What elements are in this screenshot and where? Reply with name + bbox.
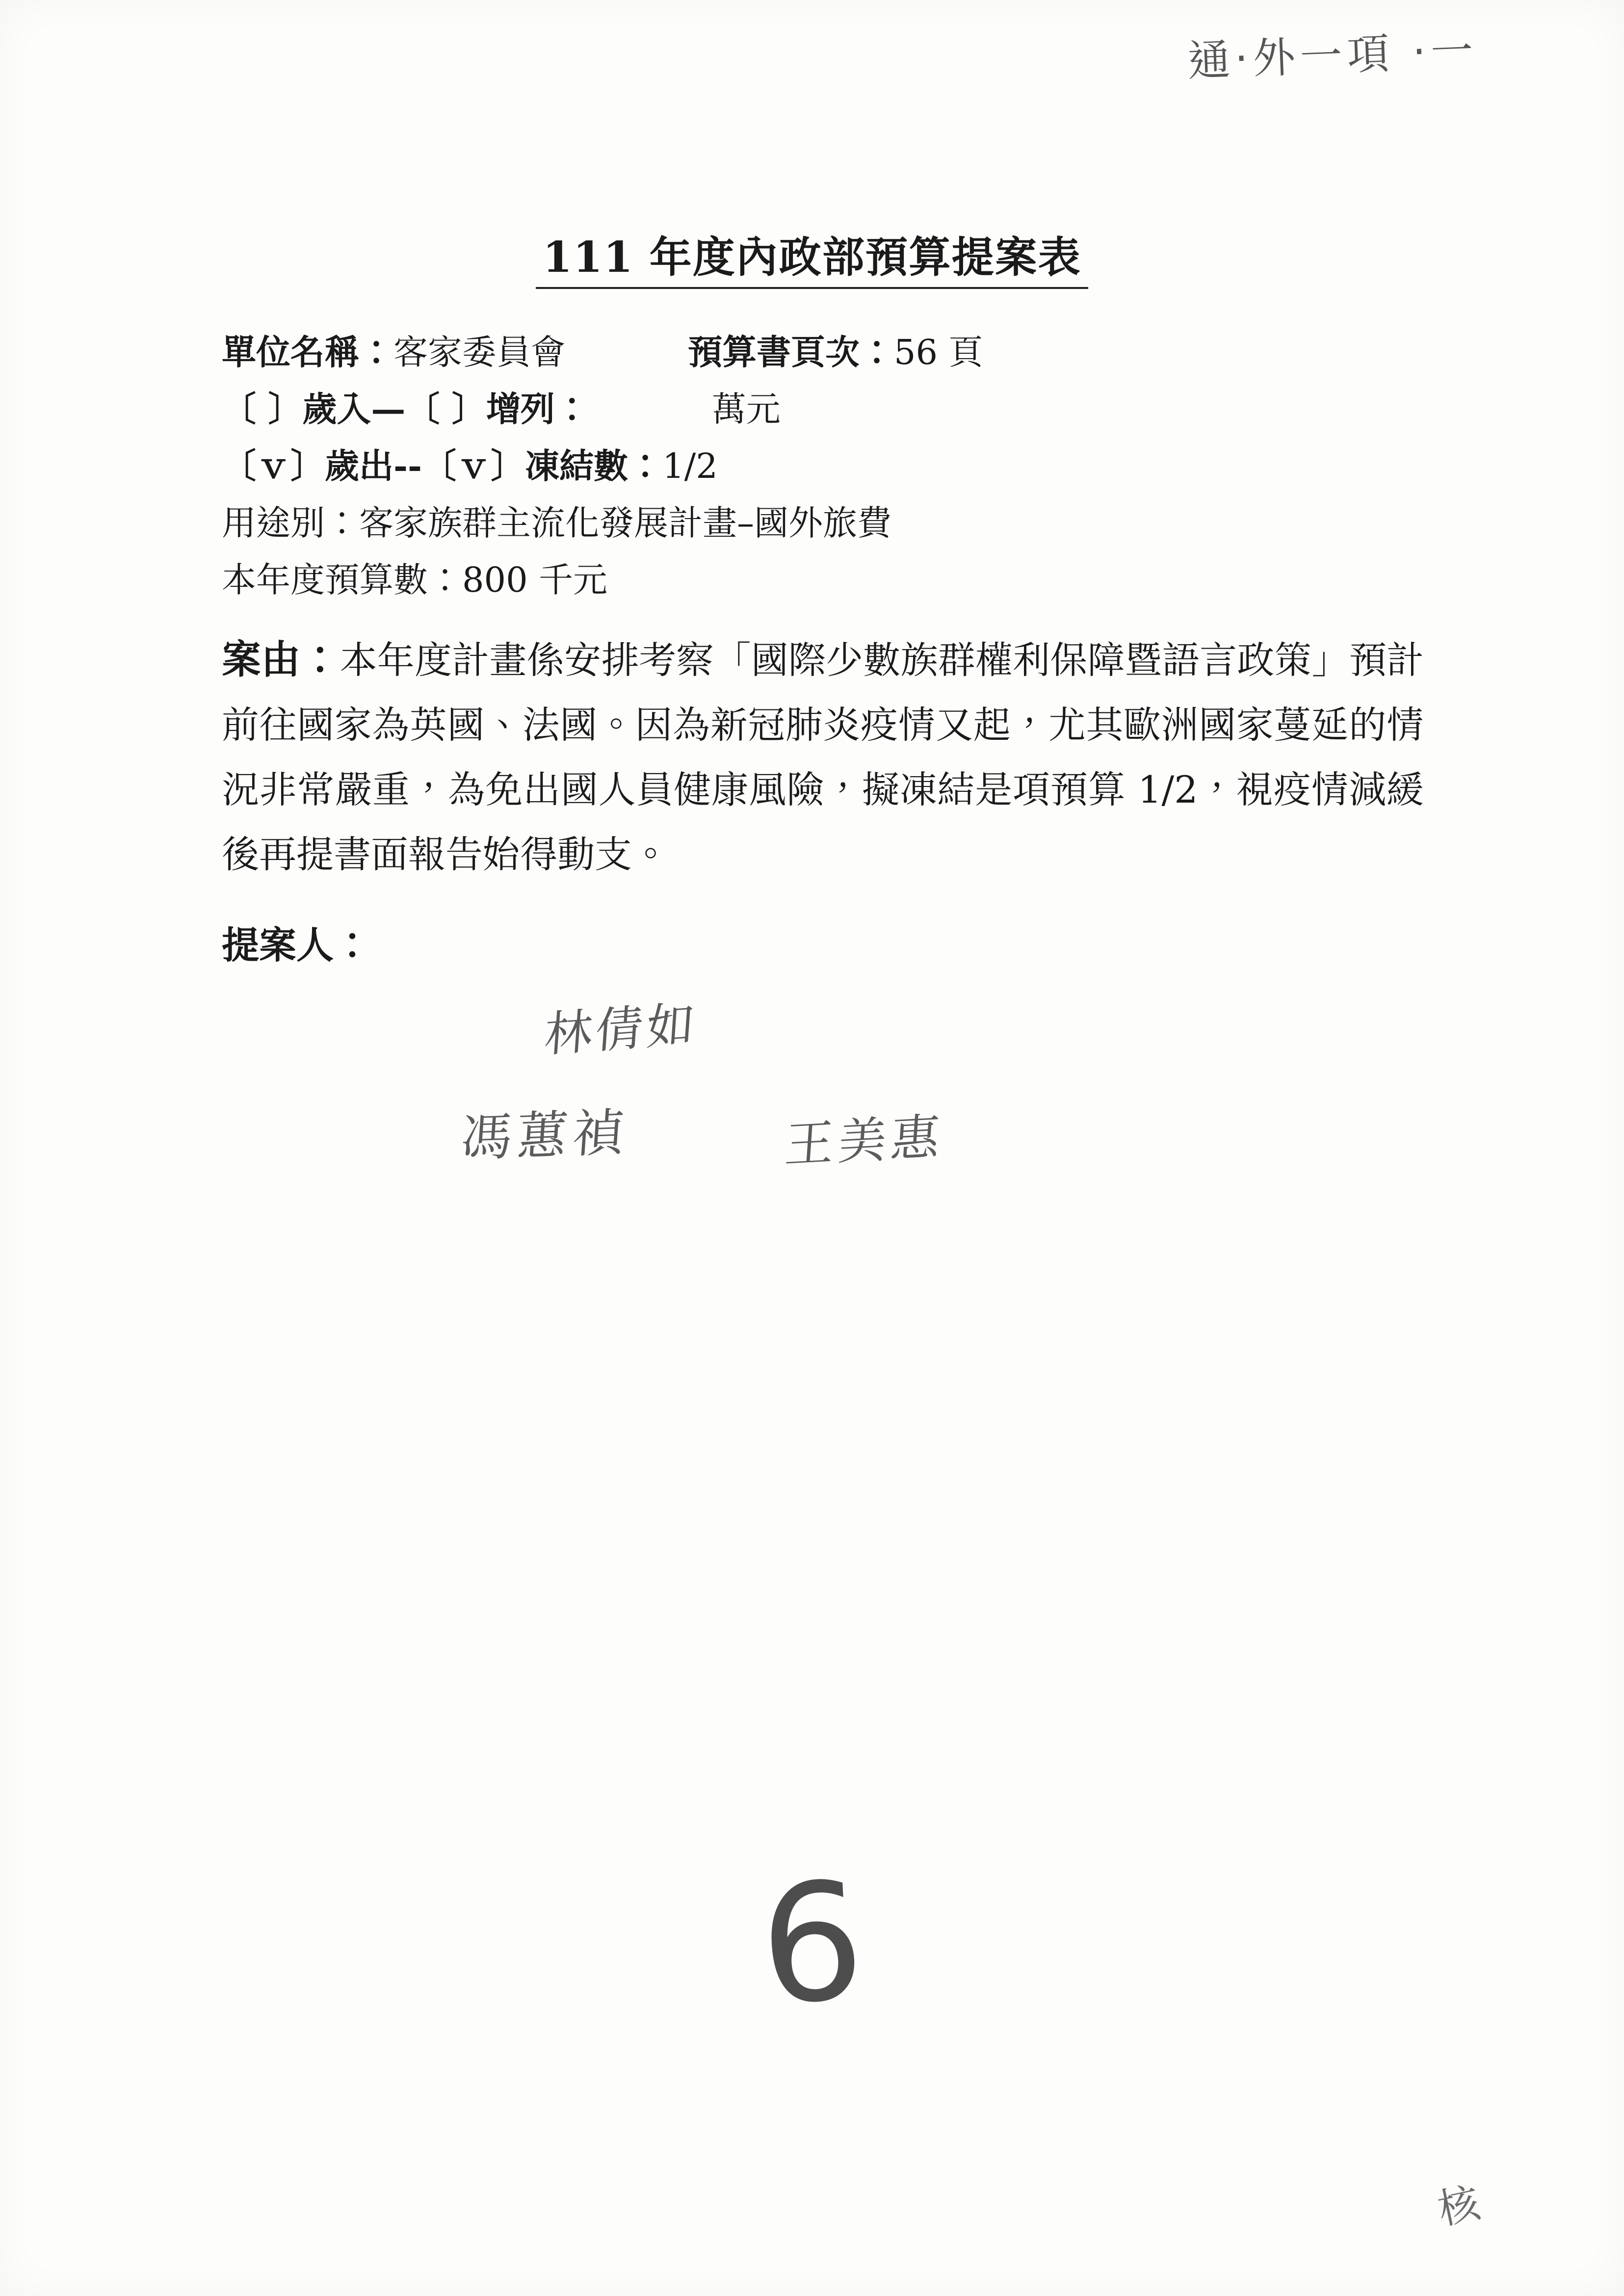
purpose-label: 用途別： bbox=[222, 503, 359, 543]
page-title-text: 111 年度內政部預算提案表 bbox=[536, 233, 1088, 289]
purpose-value: 客家族群主流化發展計畫–國外旅費 bbox=[359, 503, 891, 543]
case-label: 案由： bbox=[222, 636, 340, 682]
expense-row bbox=[222, 438, 1424, 495]
corner-initial-mark: 核 bbox=[1434, 2178, 1484, 2234]
case-block bbox=[222, 627, 1424, 887]
page-ref-label: 預算書頁次： bbox=[688, 332, 894, 372]
unit-label: 單位名稱： bbox=[222, 332, 393, 372]
income-unit: 萬元 bbox=[711, 389, 781, 429]
unit-row bbox=[222, 324, 1424, 381]
document-body bbox=[222, 324, 1424, 969]
budget-row bbox=[222, 551, 1424, 608]
income-checkbox-line: 〔 〕歲入—〔 〕增列： bbox=[222, 389, 589, 429]
signature-3: 王美惠 bbox=[783, 1108, 946, 1174]
budget-label: 本年度預算數： bbox=[222, 560, 462, 600]
top-handwritten-note: 通‧外一項 ‧一 bbox=[1186, 26, 1479, 86]
income-row bbox=[222, 381, 1424, 438]
signature-1: 林倩如 bbox=[542, 996, 700, 1064]
signature-area bbox=[442, 991, 1276, 1217]
page-title bbox=[0, 223, 1624, 284]
budget-value: 800 千元 bbox=[462, 560, 607, 600]
handwritten-page-number: 6 bbox=[756, 1847, 868, 2041]
unit-value: 客家委員會 bbox=[393, 332, 565, 372]
case-text: 本年度計畫係安排考察「國際少數族群權利保障暨語言政策」預計前往國家為英國、法國。因為新冠肺炎疫情又起，尤其歐洲國家蔓延的情況非常嚴重，為免出國人員健康風險，擬凍結是項預算 1/2，視疫情減緩後再提書面報告始得動支。 bbox=[222, 638, 1424, 876]
expense-value: 1/2 bbox=[662, 446, 718, 486]
page-ref-value: 56 頁 bbox=[894, 332, 983, 372]
proposer-label: 提案人： bbox=[222, 923, 371, 967]
signature-2: 馮蕙禎 bbox=[459, 1102, 631, 1169]
expense-checkbox-line: 〔ｖ〕歲出--〔ｖ〕凍結數： bbox=[222, 445, 663, 486]
purpose-row bbox=[222, 495, 1424, 551]
